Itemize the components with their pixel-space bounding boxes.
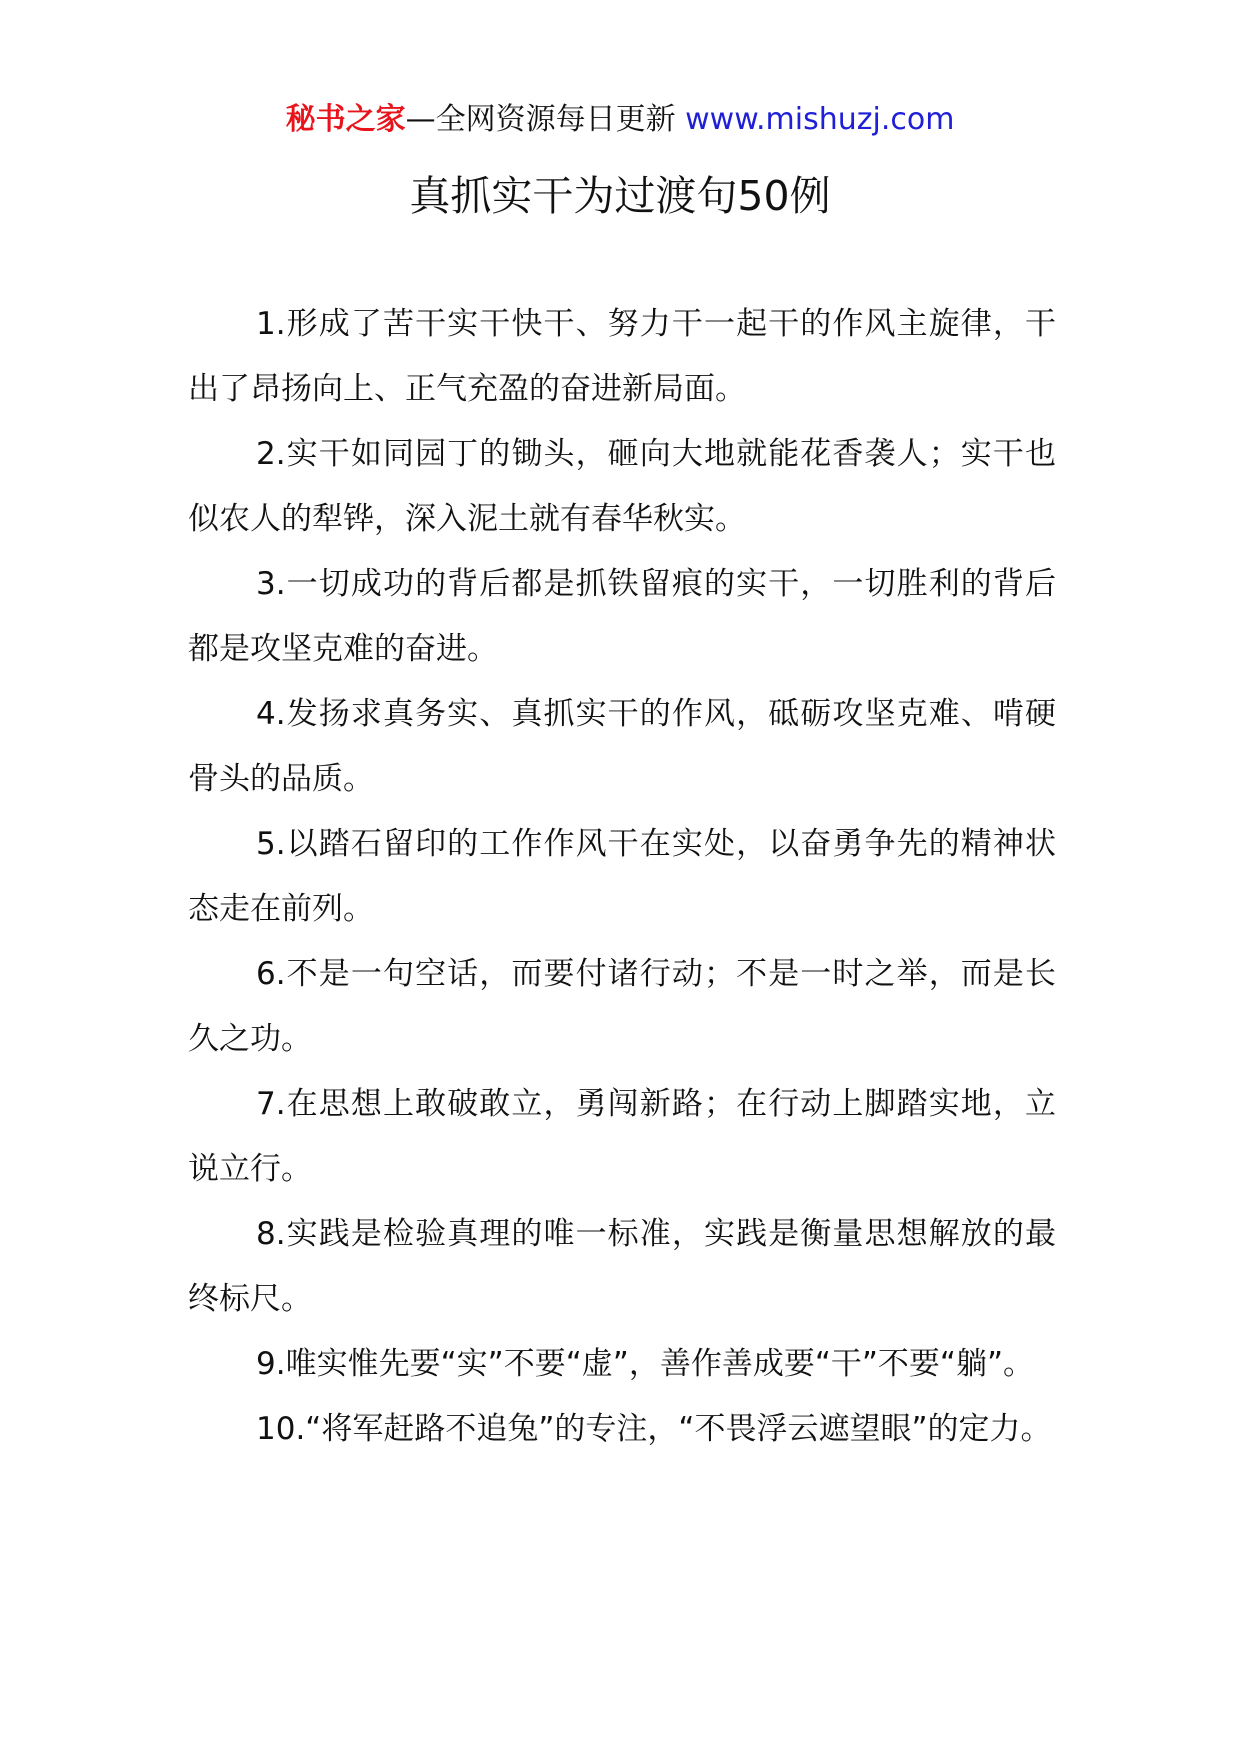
paragraph: 2.实干如同园丁的锄头，砸向大地就能花香袭人；实干也似农人的犁铧，深入泥土就有春华秋实。: [188, 436, 1056, 537]
paragraph: 1.形成了苦干实干快干、努力干一起干的作风主旋律，干出了昂扬向上、正气充盈的奋进新局面。: [188, 306, 1056, 407]
paragraph: 4.发扬求真务实、真抓实干的作风，砥砺攻坚克难、啃硬骨头的品质。: [188, 696, 1056, 797]
paragraph: 7.在思想上敢破敢立，勇闯新路；在行动上脚踏实地，立说立行。: [188, 1086, 1056, 1187]
paragraph: 9.唯实惟先要“实”不要“虚”，善作善成要“干”不要“躺”。: [256, 1346, 1035, 1382]
paragraph: 3.一切成功的背后都是抓铁留痕的实干，一切胜利的背后都是攻坚克难的奋进。: [188, 566, 1056, 667]
site-brand: 秘书之家: [285, 102, 406, 137]
paragraph: 5.以踏石留印的工作作风干在实处，以奋勇争先的精神状态走在前列。: [188, 826, 1056, 927]
paragraph: 10.“将军赶路不追兔”的专注，“不畏浮云遮望眼”的定力。: [256, 1411, 1052, 1447]
site-url-link[interactable]: www.mishuzj.com: [685, 102, 955, 137]
paragraph: 6.不是一句空话，而要付诸行动；不是一时之举，而是长久之功。: [188, 956, 1056, 1057]
site-header: [0, 98, 1240, 142]
document-title: 真抓实干为过渡句50例: [409, 172, 831, 220]
paragraph: 8.实践是检验真理的唯一标准，实践是衡量思想解放的最终标尺。: [188, 1216, 1056, 1317]
document-body: [188, 292, 1056, 1462]
site-tagline: —全网资源每日更新: [405, 102, 686, 137]
